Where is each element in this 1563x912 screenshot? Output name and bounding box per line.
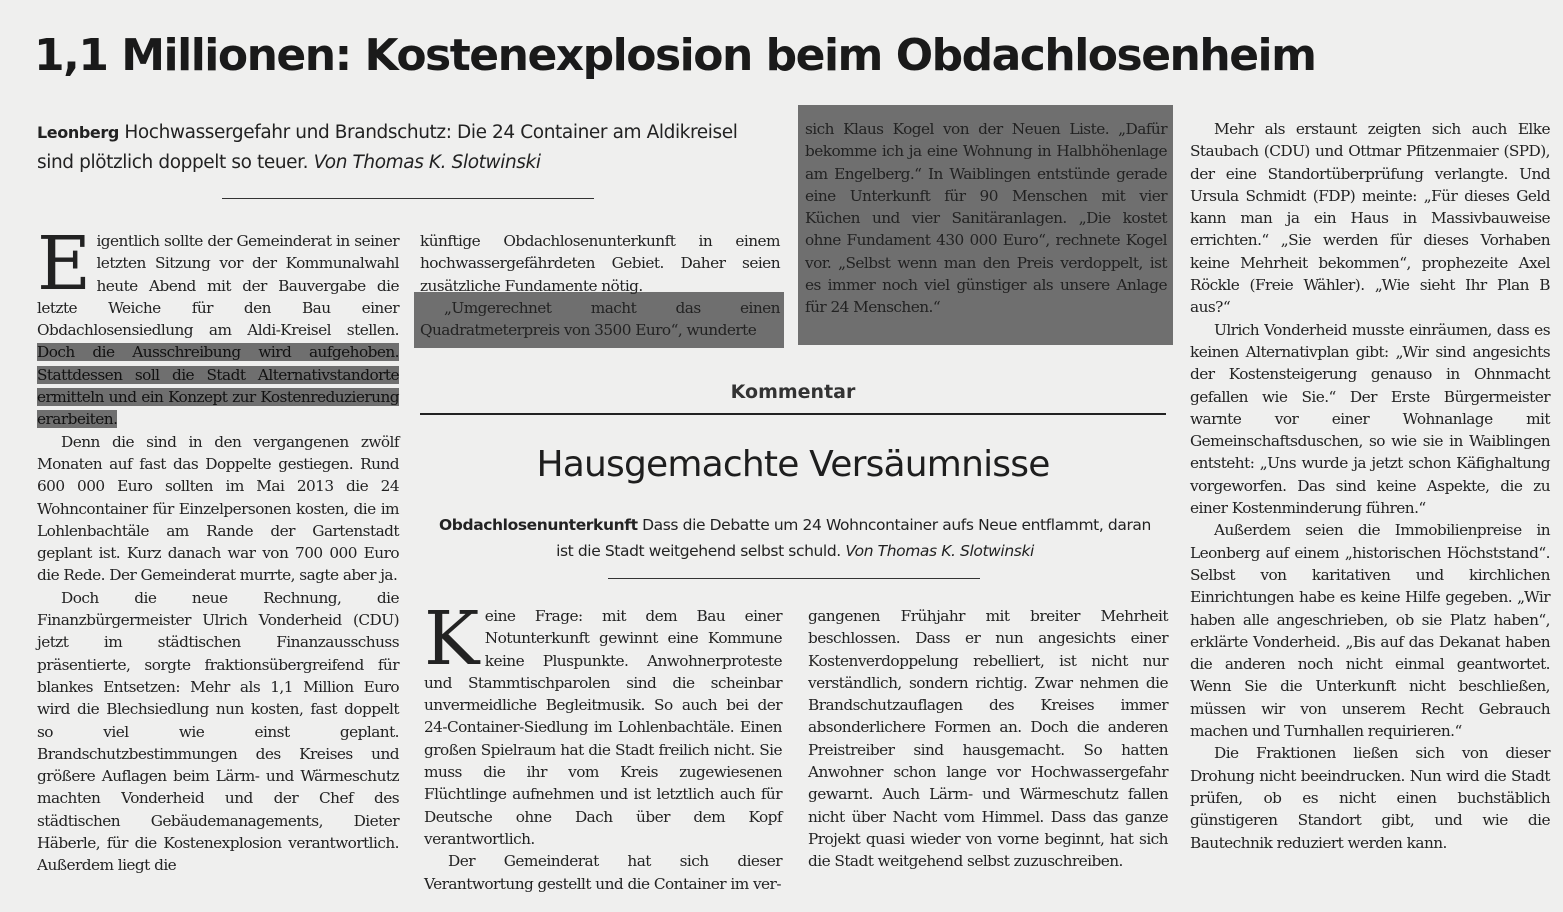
kommentar-label: Kommentar [730,381,856,403]
col1-paragraph-2: Denn die sind in den vergangenen zwölf Monaten auf fast das Doppelte gestiegen. Rund 600 000 Euro sollten im Mai 2013 die 24 Wohncontainer für Einzelpersonen kosten, die im Lohlenbachtäle am Rande der Gartenstadt geplant ist. Kurz danach war von 700 000 Euro die Rede. Der Gemeinderat murrte, sagte aber ja. [37,432,399,585]
deck-byline: Von Thomas K. Slotwinski [313,152,541,173]
deck-text: Hochwassergefahr und Brandschutz: Die 24 Container am Aldikreisel sind plötzlich doppelt so teuer. [37,122,738,173]
col3-highlight-text: sich Klaus Kogel von der Neuen Liste. „Dafür bekomme ich ja eine Wohnung in Halbhöhenlage am Engelberg.“ In Waiblingen entstünde gerade eine Unterkunft für 90 Menschen mit vier Küchen und vier Sanitäranlagen. „Die kostet ohne Fundament 430 000 Euro“, rechnete Kogel vor. „Selbst wenn man den Preis verdoppelt, ist es immer noch viel günstiger als unsere Anlage für 24 Menschen.“ [805,120,1167,317]
column-4 [1190,118,1550,854]
headline: 1,1 Millionen: Kostenexplosion beim Obdachlosenheim [34,30,1316,81]
col4-paragraph-4: Die Fraktionen ließen sich von dieser Drohung nicht beeindrucken. Nun wird die Stadt prüfen, ob es nicht einen buchstäblich günstigeren Standort gibt, und wie die Bautechnik reduziert werden kann. [1190,744,1550,852]
col1-paragraph-3: Doch die neue Rechnung, die Finanzbürgermeister Ulrich Vonderheid (CDU) jetzt im städtischen Finanzausschuss präsentierte, sorgte fraktionsübergreifend für blankes Entsetzen: Mehr als 1,1 Million Euro wird die Blechsiedlung nun kosten, fast doppelt so viel wie einst geplant. Brandschutzbestimmungen des Kreises und größere Auflagen beim Lärm- und Wärmeschutz machten Vonderheid und der Chef des städtischen Gebäudemanagements, Dieter Häberle, für die Kostenexplosion verantwortlich. Außerdem liegt die [37,588,399,875]
kommentar-deck [430,512,1160,564]
kommentar-deck-label: Obdachlosenunterkunft [439,516,638,534]
column-2 [420,230,780,341]
col2-paragraph-1: künftige Obdachlosenunterkunft in einem hochwassergefährdeten Gebiet. Daher seien zusätzliche Fundamente nötig. [420,232,780,295]
kommentar-rule [420,413,1166,415]
deck-divider [222,198,594,199]
col4-paragraph-1: Mehr als erstaunt zeigten sich auch Elke Staubach (CDU) und Ottmar Pfitzenmaier (SPD), der eine Standortüberprüfung verlangte. Und Ursula Schmidt (FDP) meinte: „Für dieses Geld kann man ja ein Haus in Massivbauweise errichten.“ „Sie werden für dieses Vorhaben keine Mehrheit bekommen“, prophezeite Axel Röckle (Freie Wähler). „Wie sieht Ihr Plan B aus?“ [1190,120,1550,317]
highlighted-text: Doch die Ausschreibung wird aufgehoben. Stattdessen soll die Stadt Alternativstandorte ermitteln und ein Konzept zur Kostenreduzierung erarbeiten. [37,343,399,429]
col2-quote-highlight: „Umgerechnet macht das einen Quadratmeterpreis von 3500 Euro“, wunderte [420,298,780,340]
col1-paragraph-1: Eigentlich sollte der Gemeinderat in seiner letzten Sitzung vor der Kommunalwahl heute Abend mit der Bauvergabe die letzte Weiche für den Bau einer Obdachlosensiedlung am Aldi-Kreisel stellen. Doch die Ausschreibung wird aufgehoben. Stattdessen soll die Stadt Alternativstandorte ermitteln und ein Konzept zur Kostenreduzierung erarbeiten. [37,221,399,429]
column-3 [805,118,1167,319]
kommentar-column-b [808,605,1168,873]
col4-paragraph-2: Ulrich Vonderheid musste einräumen, dass es keinen Alternativplan gibt: „Wir sind angesichts der Kostensteigerung genauso in Ohnmacht gefallen wie Sie.“ Der Erste Bürgermeister warnte vor einer Wohnanlage mit Gemeinschaftsduschen, so wie sie in Waiblingen entsteht: „Uns wurde ja jetzt schon Käfighaltung vorgeworfen. Das sind keine Aspekte, die zu einer Kostenminderung führen.“ [1190,320,1550,518]
column-1 [37,221,399,877]
kommentar-byline: Von Thomas K. Slotwinski [845,542,1034,560]
kommentar-b-paragraph-1: gangenen Frühjahr mit breiter Mehrheit beschlossen. Dass er nun angesichts einer Kostenverdoppelung rebelliert, ist nicht nur verständlich, sondern richtig. Zwar nehmen die Brandschutzauflagen des Kreises immer absonderlichere Formen an. Doch die anderen Preistreiber sind hausgemacht. So hatten Anwohner schon lange vor Hochwassergefahr gewarnt. Auch Lärm- und Wärmeschutz fallen nicht über Nacht vom Himmel. Dass das ganze Projekt quasi wieder von vorne beginnt, hat sich die Stadt weitgehend selbst zuzuschreiben. [808,607,1168,871]
kommentar-deck-text: Dass die Debatte um 24 Wohncontainer aufs Neue entflammt, daran ist die Stadt weitgehend selbst schuld. [556,516,1151,560]
deck-location: Leonberg [37,123,119,142]
kommentar-title: Hausgemachte Versäumnisse [536,444,1050,485]
kommentar-divider [608,578,980,579]
kommentar-a-paragraph-1: Keine Frage: mit dem Bau einer Notunterkunft gewinnt eine Kommune keine Pluspunkte. Anwohnerproteste und Stammtischparolen sind die scheinbar unvermeidliche Begleitmusik. So auch bei der 24-Container-Siedlung im Lohlenbachtäle. Einen großen Spielraum hat die Stadt freilich nicht. Sie muss die ihr vom Kreis zugewiesenen Flüchtlinge aufnehmen und ist letztlich auch für Deutsche ohne Dach über dem Kopf verantwortlich. [424,596,782,848]
dropcap-k: K [424,596,479,682]
article-deck [37,118,767,178]
dropcap-e: E [37,221,91,307]
kommentar-a-paragraph-2: Der Gemeinderat hat sich dieser Verantwortung gestellt und die Container im ver- [424,852,782,893]
kommentar-column-a [424,596,782,895]
col4-paragraph-3: Außerdem seien die Immobilienpreise in Leonberg auf einem „historischen Höchststand“. Selbst von karitativen und kirchlichen Einrichtungen habe es keine Hilfe gegeben. „Wir haben alle angeschrieben, ob sie Platz haben“, erklärte Vonderheid. „Bis auf das Dekanat haben die anderen noch nicht einmal geantwortet. Wenn Sie die Unterkunft nicht beschließen, müssen wir von unserem Recht Gebrauch machen und Turnhallen requirieren.“ [1190,521,1550,741]
